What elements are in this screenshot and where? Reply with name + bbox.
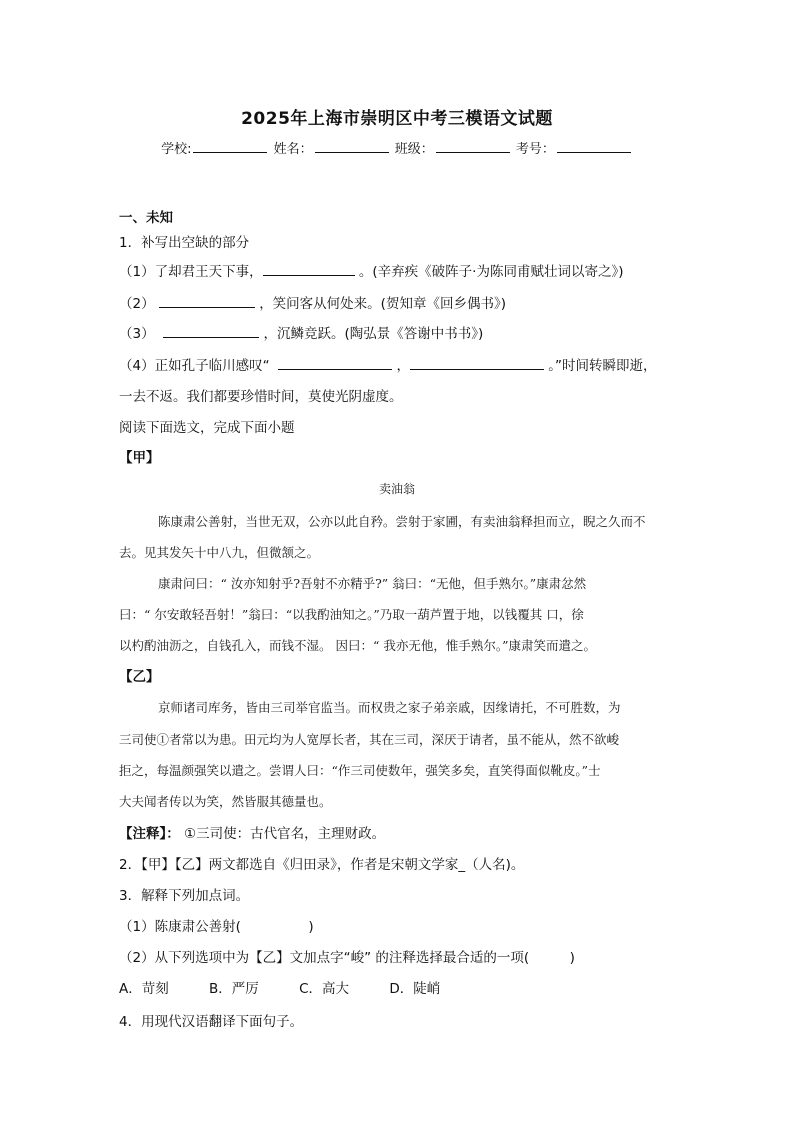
- q1-item1-post: 。(辛弃疾《破阵子·为陈同甫赋壮词以寄之》): [358, 264, 624, 280]
- class-label: 班级：: [394, 142, 434, 157]
- q1-item4-post: 。”时间转瞬即逝，: [548, 358, 657, 374]
- section-heading: 一、未知: [119, 210, 173, 226]
- exam-title: 2025年上海市崇明区中考三模语文试题: [241, 109, 553, 129]
- jia-p2-line3: 以杓酌油沥之，自钱孔入，而钱不湿。 因曰：“ 我亦无他，惟手熟尔。”康肃笑而遣之。: [119, 638, 596, 653]
- q3-option-a[interactable]: A．苛刻: [119, 981, 169, 997]
- q3-item-2: （2）从下列选项中为【乙】文加点字“峻” 的注释选择最合适的一项( ): [119, 950, 575, 966]
- q1-item4-cont: 一去不返。我们都要珍惜时间，莫使光阴虚度。: [119, 389, 403, 405]
- yi-line4: 大夫闻者传以为笑，然皆服其德量也。: [119, 794, 332, 809]
- q1-item4-blank-2[interactable]: [410, 357, 544, 370]
- yi-line2: 三司使①者常以为患。田元均为人宽厚长者，其在三司，深厌于请者，虽不能从，然不欲峻: [119, 732, 620, 747]
- q2-text: 2．【甲】【乙】两文都选自《归田录》，作者是宋朝文学家_（人名)。: [119, 857, 525, 873]
- exam-no-blank[interactable]: [557, 140, 631, 153]
- q1-item-1: [119, 260, 623, 280]
- class-blank[interactable]: [436, 140, 510, 153]
- q1-item2-post: ，笑问客从何处来。(贺知章《回乡偶书》): [259, 296, 506, 312]
- q1-item3-pre: （3）: [119, 326, 155, 342]
- q1-item2-pre: （2）: [119, 296, 155, 312]
- school-label: 学校:: [161, 142, 192, 157]
- q1-item1-pre: （1）了却君王天下事，: [119, 264, 263, 280]
- q1-item3-post: ，沉鳞竞跃。(陶弘景《答谢中书书》): [263, 326, 484, 342]
- jia-p2-line2: 曰：“ 尔安敢轻吾射！”翁曰：“以我酌油知之。”乃取一葫芦置于地，以钱覆其 口，徐: [119, 607, 584, 622]
- q3-option-b[interactable]: B．严厉: [209, 981, 259, 997]
- q3-item-1: （1）陈康肃公善射( ): [119, 919, 314, 935]
- q1-item-4: [119, 354, 657, 374]
- jia-p1-line2: 去。见其发矢十中八九，但微颔之。: [119, 545, 320, 560]
- jia-p2-line1: 康肃问曰：“ 汝亦知射乎?吾射不亦精乎?” 翁曰：“无他，但手熟尔。”康肃忿然: [158, 576, 587, 591]
- q1-item4-pre: （4）正如孔子临川感叹“: [119, 358, 270, 374]
- reading-instruction: 阅读下面选文，完成下面小题: [119, 420, 295, 436]
- yi-line3: 拒之，每温颜强笑以遣之。尝谓人曰：“作三司使数年，强笑多矣，直笑得面似靴皮。”士: [119, 763, 601, 778]
- q1-stem: 1．补写出空缺的部分: [119, 235, 250, 251]
- annotation-line: [119, 822, 385, 842]
- jia-p1-line1: 陈康肃公善射，当世无双，公亦以此自矜。尝射于家圃，有卖油翁释担而立，睨之久而不: [158, 514, 646, 529]
- q1-item2-blank[interactable]: [159, 295, 255, 308]
- exam-no-label: 考号：: [515, 142, 555, 157]
- q1-item-3: [119, 322, 483, 342]
- name-label: 姓名：: [273, 142, 313, 157]
- passage-jia-tag: 【甲】: [119, 450, 160, 466]
- q1-item3-blank[interactable]: [163, 325, 259, 338]
- q4-stem: 4．用现代汉语翻译下面句子。: [119, 1014, 304, 1030]
- yi-line1: 京师诸司库务，皆由三司举官监当。而权贵之家子弟亲戚，因缘请托，不可胜数，为: [158, 700, 621, 715]
- passage-yi-tag: 【乙】: [119, 669, 160, 685]
- q1-item4-blank-1[interactable]: [278, 357, 392, 370]
- q1-item1-blank[interactable]: [263, 263, 355, 276]
- q1-item4-mid: ，: [396, 358, 410, 374]
- q3-option-c[interactable]: C．高大: [299, 981, 350, 997]
- school-blank[interactable]: [193, 140, 267, 153]
- q1-item-2: [119, 292, 506, 312]
- annotation-text: ①三司使：古代官名，主理财政。: [179, 826, 386, 842]
- passage-jia-title: 卖油翁: [378, 482, 415, 496]
- student-info-line: [0, 138, 794, 157]
- q3-option-d[interactable]: D．陡峭: [389, 981, 441, 997]
- q3-stem: 3．解释下列加点词。: [119, 888, 250, 904]
- name-blank[interactable]: [315, 140, 389, 153]
- annotation-tag: 【注释】：: [119, 826, 180, 842]
- q3-options: [119, 977, 476, 997]
